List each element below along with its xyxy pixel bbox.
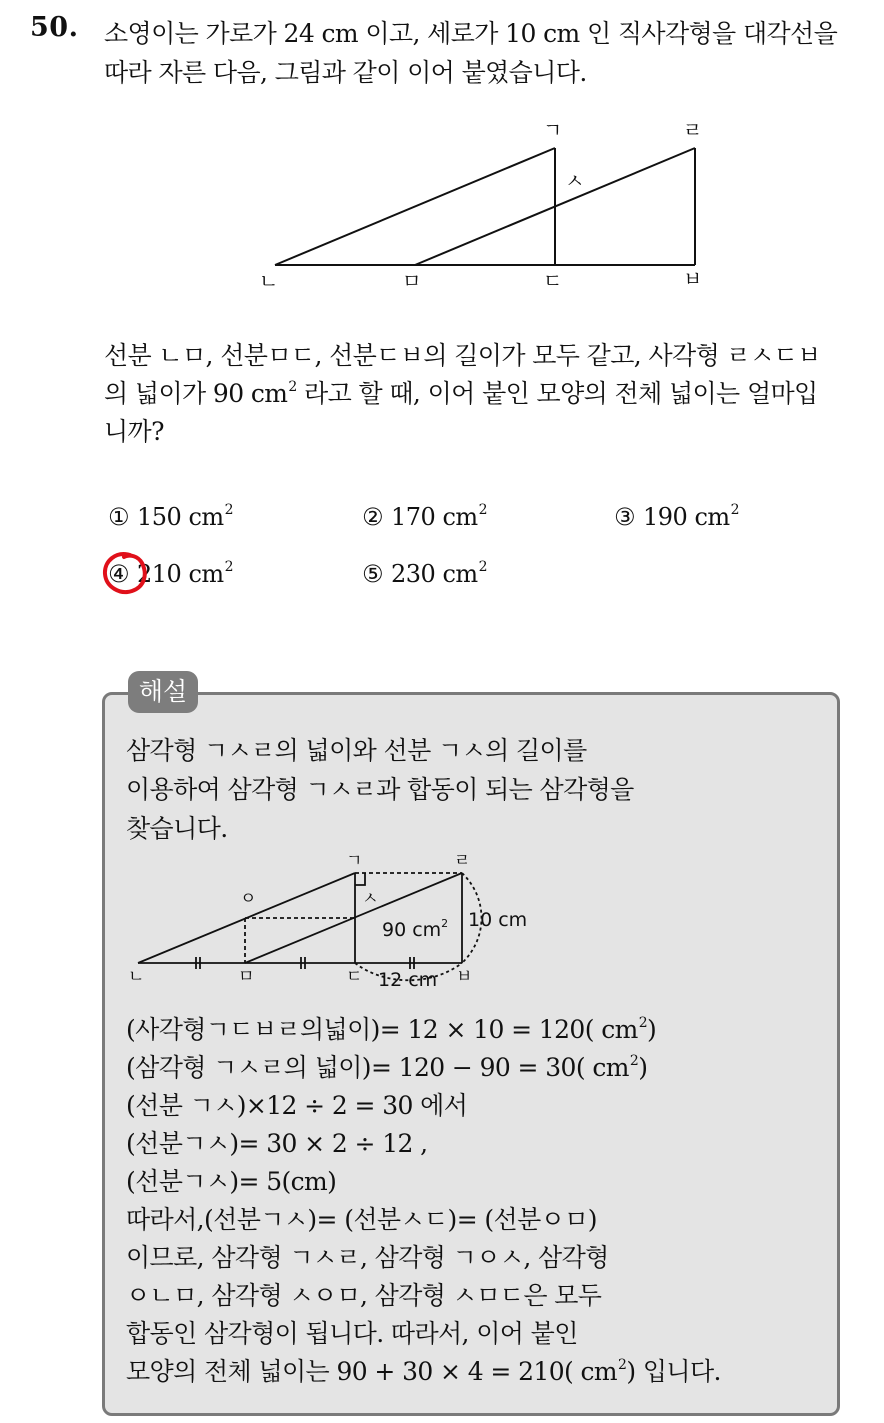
sol-label-o: ㅇ [240, 889, 257, 909]
solution-figure [120, 848, 580, 998]
label-g: ㄱ [543, 118, 563, 142]
right-angle-mark [355, 873, 365, 885]
question-number: 50. [30, 12, 79, 43]
solution-intro-line1: 삼각형 ㄱㅅㄹ의 넓이와 선분 ㄱㅅ의 길이를 [126, 736, 587, 765]
solution-eq7: 이므로, 삼각형 ㄱㅅㄹ, 삼각형 ㄱㅇㅅ, 삼각형 [126, 1243, 609, 1272]
solution-intro-line2: 이용하여 삼각형 ㄱㅅㄹ과 합동이 되는 삼각형을 [126, 775, 634, 804]
question-text-line5: 니까? [104, 417, 164, 446]
choice-2[interactable]: ② 170 $cm^2$ [362, 502, 488, 531]
label-d: ㄷ [543, 269, 563, 293]
question-text-line1: 소영이는 가로가 24 cm 이고, 세로가 10 cm 인 직사각형을 대각선을 [104, 19, 838, 48]
base-label: 12 cm [378, 969, 438, 991]
height-label: 10 cm [468, 909, 528, 931]
answer-mark-circle [100, 549, 152, 599]
solution-eq6: 따라서,(선분ㄱㅅ)= (선분ㅅㄷ)= (선분ㅇㅁ) [126, 1205, 597, 1234]
choice-5[interactable]: ⑤ 230 $cm^2$ [362, 559, 488, 588]
solution-eq1: (사각형ㄱㄷㅂㄹ의넓이)= 12 × 10 = 120( $cm^2$) [126, 1015, 657, 1044]
solution-tag: 해설 [128, 671, 198, 713]
label-b: ㅂ [683, 267, 703, 291]
question-text-line3: 선분 ㄴㅁ, 선분ㅁㄷ, 선분ㄷㅂ의 길이가 모두 같고, 사각형 ㄹㅅㄷㅂ [104, 341, 821, 370]
solution-intro-line3: 찾습니다. [126, 814, 228, 843]
label-s: ㅅ [565, 169, 585, 193]
solution-eq3: (선분 ㄱㅅ)×12 ÷ 2 = 30 에서 [126, 1091, 468, 1120]
solution-eq8: ㅇㄴㅁ, 삼각형 ㅅㅇㅁ, 삼각형 ㅅㅁㄷ은 모두 [126, 1281, 602, 1310]
solution-eq4: (선분ㄱㅅ)= 30 × 2 ÷ 12 , [126, 1129, 428, 1158]
question-text-line4: 의 넓이가 90 $cm^2$ 라고 할 때, 이어 붙인 모양의 전체 넓이는 얼마입 [104, 379, 818, 408]
choice-1[interactable]: ① 150 $cm^2$ [108, 502, 234, 531]
sol-label-g: ㄱ [346, 851, 363, 871]
solution-eq10: 모양의 전체 넓이는 90 + 30 × 4 = 210( $cm^2$) 입니다. [126, 1357, 721, 1386]
sol-label-s: ㅅ [362, 889, 379, 909]
area-label: 90 $cm^2$ [382, 917, 449, 941]
label-m: ㅁ [402, 269, 422, 293]
label-r: ㄹ [683, 118, 703, 142]
label-n: ㄴ [259, 269, 279, 293]
choice-4[interactable]: ④ 210 $cm^2$ [108, 559, 234, 588]
solution-eq9: 합동인 삼각형이 됩니다. 따라서, 이어 붙인 [126, 1319, 578, 1348]
sol-label-b: ㅂ [456, 967, 473, 987]
sol-label-r: ㄹ [454, 851, 471, 871]
question-text-line2: 따라 자른 다음, 그림과 같이 이어 붙였습니다. [104, 58, 587, 87]
solution-eq5: (선분ㄱㅅ)= 5(cm) [126, 1167, 337, 1196]
sol-label-m: ㅁ [238, 967, 255, 987]
choice-3[interactable]: ③ 190 $cm^2$ [614, 502, 740, 531]
solution-eq2: (삼각형 ㄱㅅㄹ의 넓이)= 120 − 90 = 30( $cm^2$) [126, 1053, 648, 1082]
triangle1-hypotenuse [275, 148, 555, 265]
sol-label-d: ㄷ [346, 967, 363, 987]
sol-label-n: ㄴ [128, 967, 145, 987]
